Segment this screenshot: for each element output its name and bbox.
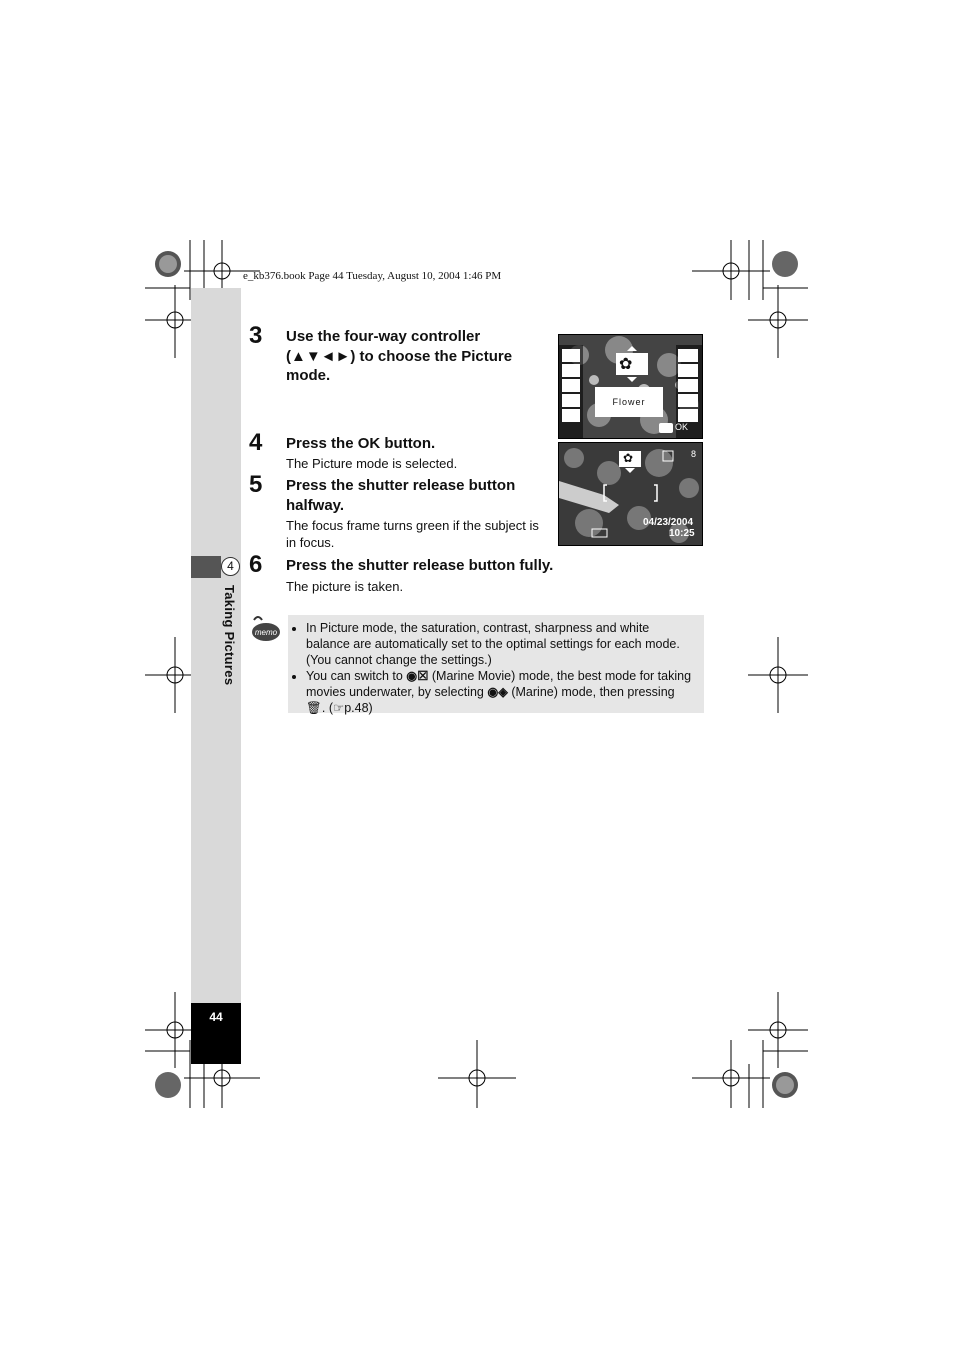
chapter-tab (191, 556, 221, 578)
print-header: e_kb376.book Page 44 Tuesday, August 10, 2004 1:46 PM (243, 270, 502, 282)
memo-icon (250, 614, 282, 644)
memo-bullet (306, 668, 696, 716)
step-heading-line: Press the shutter release button fully. (286, 557, 554, 574)
memo-text: . ( (321, 701, 333, 715)
memo-box (288, 615, 704, 713)
memo-text: You can switch to (306, 669, 407, 683)
trash-icon: 🗑 (306, 701, 322, 715)
time-stamp: 10:25 (669, 528, 695, 539)
step-heading-line: Use the four-way controller (286, 328, 481, 345)
step-heading (286, 327, 512, 386)
step-heading-line: mode. (286, 367, 331, 384)
camera-screen-capture (558, 442, 703, 546)
step-number: 5 (249, 471, 263, 498)
memo-text: (Marine) mode, then pressing (507, 685, 675, 699)
reference-icon: ☞ (332, 701, 345, 715)
chapter-title: Taking Pictures (222, 585, 237, 686)
memo-bullet: • In Picture mode, the saturation, contrast, sharpness and white balance are automatically set to the optimal settings for each mode. (You cannot change the settings.) (306, 620, 696, 668)
step-body: The Picture mode is selected. (286, 456, 458, 471)
step-number: 4 (249, 429, 263, 456)
step-heading-line: Press the shutter release button (286, 477, 516, 494)
step-body-line: in focus. (286, 535, 335, 550)
chapter-number: 4 (221, 557, 240, 576)
step-number: 6 (249, 551, 263, 578)
flower-icon: ✿ (623, 451, 634, 465)
step-heading-line: (▲▼◄►) to choose the Picture (286, 347, 513, 365)
flower-icon: ✿ (619, 356, 633, 373)
ok-label: OK (675, 422, 689, 432)
step-number: 3 (249, 322, 263, 349)
marine-icon: ◉◈ (487, 685, 508, 699)
page-number: 44 (209, 1010, 223, 1024)
step-heading-line: Press the OK button. (286, 435, 436, 452)
step-heading (286, 434, 435, 454)
step-body-line: The focus frame turns green if the subject is (286, 518, 539, 533)
step-body: The picture is taken. (286, 579, 404, 594)
marine-movie-icon: ◉☒ (406, 669, 429, 683)
frames-remaining: 8 (691, 449, 697, 459)
memo-text: p.48) (344, 701, 373, 715)
memo-text: (Marine Movie) mode, the best mode for taking movies underwater, by selecting (306, 669, 692, 699)
step-body (286, 517, 539, 551)
camera-screen-mode-select (558, 334, 703, 439)
step-heading-line: halfway. (286, 496, 345, 514)
memo-list (288, 615, 704, 716)
step-heading (286, 476, 515, 515)
mode-label: Flower (612, 397, 646, 407)
date-stamp: 04/23/2004 (643, 517, 694, 528)
step-heading (286, 556, 553, 576)
svg-text:memo: memo (254, 628, 278, 637)
